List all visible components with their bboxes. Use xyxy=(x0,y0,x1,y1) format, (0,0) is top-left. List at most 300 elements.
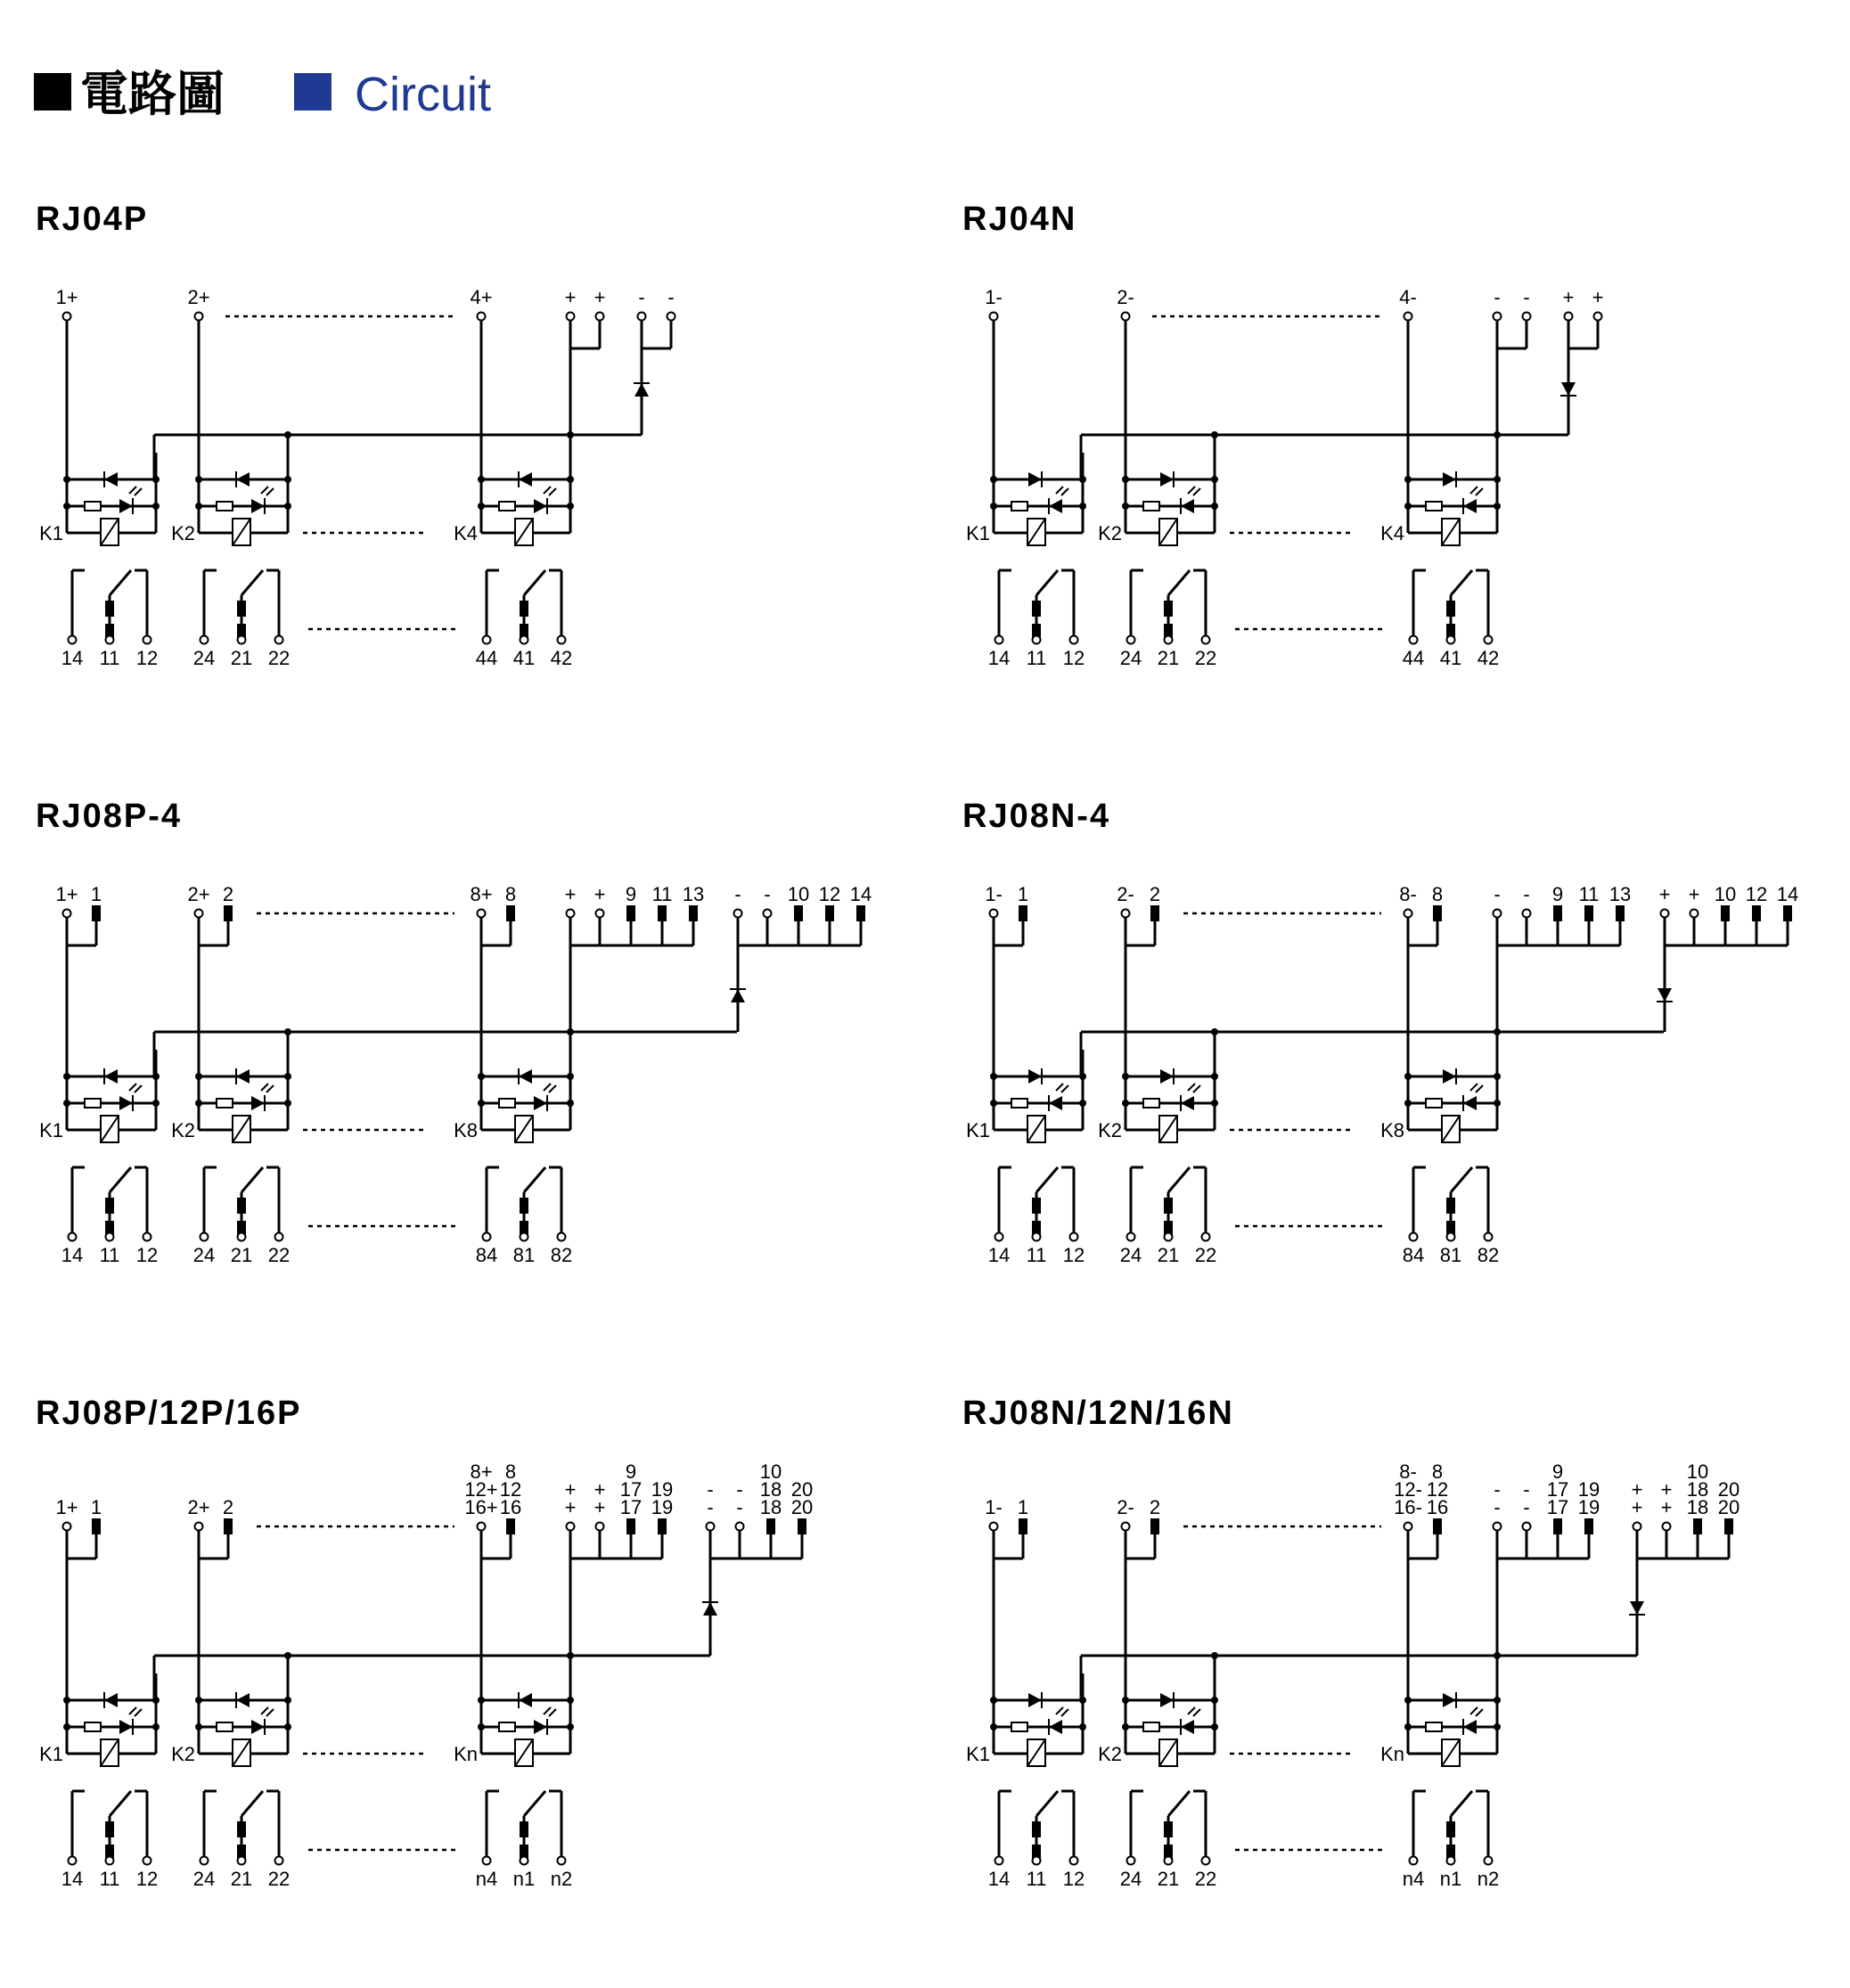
led-arrow-icon xyxy=(1188,1707,1195,1714)
junction-dot xyxy=(63,1100,70,1107)
resistor-icon xyxy=(217,502,233,511)
led-arrow-icon xyxy=(1056,487,1063,494)
terminal-circle xyxy=(1447,1857,1455,1865)
panel-rj08n12n16n xyxy=(962,1395,1739,1890)
led-icon xyxy=(1181,1096,1194,1110)
terminal-circle xyxy=(106,1857,114,1865)
terminal-circle xyxy=(478,1523,486,1531)
n-pair-label: 16 xyxy=(499,1496,522,1518)
input-label: 2- xyxy=(1117,883,1134,905)
relay-label: K1 xyxy=(966,1743,990,1765)
terminal-block xyxy=(1693,1518,1702,1534)
terminal-circle xyxy=(1690,910,1699,918)
terminal-circle xyxy=(195,1523,203,1531)
relay-label: K1 xyxy=(39,1743,63,1765)
terminal-block xyxy=(1433,905,1442,921)
junction-dot xyxy=(284,1100,291,1107)
resistor-icon xyxy=(1011,1099,1027,1108)
terminal-circle xyxy=(1404,910,1412,918)
terminal-block xyxy=(794,905,803,921)
junction-dot xyxy=(1494,476,1501,483)
terminal-circle xyxy=(1404,313,1412,321)
terminal-circle xyxy=(1485,1233,1493,1241)
led-arrow-icon xyxy=(1061,488,1068,495)
common-terminal-label: 9 xyxy=(1551,883,1564,905)
led-arrow-icon xyxy=(129,487,136,494)
common-terminal-label: 11 xyxy=(651,883,673,905)
contact-number: 22 xyxy=(267,1868,291,1890)
input-label: 1+ xyxy=(55,1496,78,1518)
common-terminal-label: + xyxy=(1658,883,1671,905)
junction-dot xyxy=(195,1697,202,1704)
led-arrow-icon xyxy=(544,1084,551,1091)
common-terminal-label: + xyxy=(564,883,577,905)
contact-number: 11 xyxy=(99,647,120,669)
terminal-circle xyxy=(1127,1233,1135,1241)
contact-number: 42 xyxy=(1477,647,1500,669)
junction-dot xyxy=(1122,503,1129,510)
input-label: 1- xyxy=(985,1496,1003,1518)
relay-label: K4 xyxy=(454,522,478,544)
contact-block xyxy=(1164,1198,1173,1214)
n-pair-label: 16 xyxy=(1426,1496,1449,1518)
led-arrow-icon xyxy=(544,1707,551,1714)
input-label: 2- xyxy=(1117,1496,1134,1518)
terminal-circle xyxy=(1165,1857,1173,1865)
relay-label: K1 xyxy=(966,1119,990,1141)
terminal-circle xyxy=(1523,1523,1531,1531)
led-arrow-icon xyxy=(1188,1084,1195,1091)
relay-label: K2 xyxy=(1098,1743,1122,1765)
junction-dot xyxy=(195,503,202,510)
contact-number: 41 xyxy=(1439,647,1462,669)
relay-label: K8 xyxy=(454,1119,478,1141)
terminal-circle xyxy=(478,910,486,918)
contact-number: 24 xyxy=(192,1868,216,1890)
common-terminal-label: - xyxy=(707,1496,714,1518)
common-terminal-label: + xyxy=(564,1496,577,1518)
junction-dot xyxy=(284,1697,291,1704)
common-top-label: 10 xyxy=(1686,1460,1709,1483)
header-en-title: Circuit xyxy=(355,68,492,121)
relay-label: K1 xyxy=(39,1119,63,1141)
contact-block xyxy=(237,1198,246,1214)
contact-number: 21 xyxy=(230,1244,253,1266)
input-label: 2+ xyxy=(187,286,210,308)
junction-dot xyxy=(1079,503,1086,510)
junction-dot xyxy=(152,1073,160,1080)
terminal-circle xyxy=(520,1857,528,1865)
terminal-block xyxy=(92,905,101,921)
led-icon xyxy=(1181,1720,1194,1734)
freewheel-diode-icon xyxy=(519,1693,532,1707)
terminal-block xyxy=(689,905,698,921)
n-pair-label: 8 xyxy=(504,1460,517,1483)
terminal-circle xyxy=(238,1857,246,1865)
panel-rj04n xyxy=(962,200,1603,669)
common-number-label: 17 xyxy=(1546,1496,1569,1518)
contact-number: n4 xyxy=(475,1868,498,1890)
junction-dot xyxy=(195,1723,202,1730)
input-pair-label: 2 xyxy=(1149,1496,1161,1518)
common-terminal-label: - xyxy=(1523,286,1530,308)
led-arrow-icon xyxy=(129,1084,136,1091)
common-terminal-label: - xyxy=(1494,883,1501,905)
terminal-circle xyxy=(707,1523,715,1531)
terminal-circle xyxy=(1033,1857,1041,1865)
terminal-circle xyxy=(483,1233,491,1241)
input-label: 1+ xyxy=(55,286,78,308)
terminal-block xyxy=(1752,905,1761,921)
terminal-circle xyxy=(567,910,575,918)
circuit-panels xyxy=(36,200,1798,1890)
junction-dot xyxy=(284,476,291,483)
terminal-circle xyxy=(990,313,998,321)
terminal-block xyxy=(1150,905,1159,921)
terminal-circle xyxy=(1122,313,1130,321)
relay-label: K2 xyxy=(171,1119,195,1141)
contact-number: 24 xyxy=(1119,647,1142,669)
junction-dot xyxy=(1122,1100,1129,1107)
terminal-block xyxy=(506,1518,515,1534)
junction-dot xyxy=(1404,1723,1412,1730)
terminal-circle xyxy=(1410,1233,1418,1241)
common-top-label: 9 xyxy=(1551,1460,1564,1483)
common-number-label: 18 xyxy=(759,1496,782,1518)
common-terminal-label: - xyxy=(1523,1496,1530,1518)
junction-dot xyxy=(1404,476,1412,483)
terminal-circle xyxy=(1202,1857,1210,1865)
terminal-circle xyxy=(638,313,646,321)
freewheel-diode-icon xyxy=(236,1069,250,1084)
terminal-circle xyxy=(764,910,772,918)
relay-label: K2 xyxy=(1098,1119,1122,1141)
led-arrow-icon xyxy=(1476,1709,1483,1716)
common-number-label: 19 xyxy=(1577,1478,1600,1501)
terminal-circle xyxy=(1663,1523,1671,1531)
led-arrow-icon xyxy=(1061,1085,1068,1092)
n-pair-label: 12 xyxy=(499,1478,522,1501)
junction-dot xyxy=(567,1723,574,1730)
common-terminal-label: 10 xyxy=(787,883,810,905)
junction-dot xyxy=(63,1723,70,1730)
led-arrow-icon xyxy=(1470,1084,1478,1091)
contact-block xyxy=(1032,1821,1041,1837)
contact-number: 24 xyxy=(192,647,216,669)
freewheel-diode-icon xyxy=(1160,1693,1174,1707)
relay-label: K1 xyxy=(966,522,990,544)
led-arrow-icon xyxy=(266,1709,274,1716)
switch-blade-icon xyxy=(241,1167,263,1192)
common-terminal-label: 9 xyxy=(625,883,637,905)
contact-number: 12 xyxy=(1062,1868,1085,1890)
contact-block xyxy=(237,1821,246,1837)
terminal-circle xyxy=(483,1857,491,1865)
common-terminal-label: - xyxy=(1494,1496,1501,1518)
junction-dot xyxy=(1494,1100,1501,1107)
terminal-block xyxy=(1553,1518,1562,1534)
freewheel-diode-icon xyxy=(519,1069,532,1084)
led-arrow-icon xyxy=(266,488,274,495)
freewheel-diode-icon xyxy=(1028,472,1042,487)
switch-blade-icon xyxy=(1036,570,1058,595)
common-number-label: 20 xyxy=(790,1478,814,1501)
contact-block xyxy=(237,601,246,617)
contact-number: 21 xyxy=(1157,647,1180,669)
common-terminal-label: - xyxy=(734,883,741,905)
common-terminal-label: + xyxy=(1631,1496,1643,1518)
terminal-circle xyxy=(567,313,575,321)
n-pair-label: 8 xyxy=(1431,1460,1444,1483)
terminal-circle xyxy=(69,1233,77,1241)
supply-diode-icon xyxy=(1630,1601,1644,1615)
junction-dot xyxy=(1122,1073,1129,1080)
freewheel-diode-icon xyxy=(236,472,250,487)
terminal-circle xyxy=(1122,910,1130,918)
input-pair-label: 8 xyxy=(504,883,517,905)
led-arrow-icon xyxy=(1470,487,1478,494)
contact-number: 24 xyxy=(192,1244,216,1266)
contact-number: n4 xyxy=(1402,1868,1425,1890)
panel-rj08n4 xyxy=(962,798,1798,1266)
switch-blade-icon xyxy=(524,1791,545,1816)
switch-blade-icon xyxy=(1168,1167,1190,1192)
input-label: 8+ xyxy=(470,883,493,905)
common-terminal-label: - xyxy=(736,1496,743,1518)
panel-title: RJ08P-4 xyxy=(36,798,182,835)
common-terminal-label: 13 xyxy=(682,883,705,905)
switch-blade-icon xyxy=(241,1791,263,1816)
common-terminal-label: + xyxy=(593,883,606,905)
common-number-label: 19 xyxy=(1577,1496,1600,1518)
common-terminal-label: 10 xyxy=(1714,883,1737,905)
led-icon xyxy=(251,499,265,513)
terminal-block xyxy=(658,905,667,921)
resistor-icon xyxy=(499,1722,515,1731)
contact-block xyxy=(1446,601,1455,617)
terminal-block xyxy=(1553,905,1562,921)
terminal-circle xyxy=(63,910,71,918)
terminal-circle xyxy=(1661,910,1669,918)
header-zh-title: 電路圖 xyxy=(80,66,225,122)
terminal-circle xyxy=(596,313,604,321)
terminal-circle xyxy=(1033,1233,1041,1241)
led-arrow-icon xyxy=(1193,1085,1200,1092)
terminal-block xyxy=(1721,905,1730,921)
terminal-block xyxy=(1783,905,1792,921)
input-pair-label: 1 xyxy=(1017,883,1029,905)
switch-blade-icon xyxy=(1451,570,1472,595)
contact-block xyxy=(520,1821,528,1837)
junction-dot xyxy=(195,1073,202,1080)
junction-dot xyxy=(63,1697,70,1704)
terminal-block xyxy=(224,905,233,921)
common-terminal-label: + xyxy=(593,1496,606,1518)
contact-block xyxy=(1164,1821,1173,1837)
led-icon xyxy=(251,1096,265,1110)
terminal-circle xyxy=(63,1523,71,1531)
terminal-circle xyxy=(567,1523,575,1531)
terminal-circle xyxy=(1122,1523,1130,1531)
contact-number: 44 xyxy=(1402,647,1425,669)
freewheel-diode-icon xyxy=(1443,1069,1456,1084)
input-label: 4+ xyxy=(470,286,493,308)
led-arrow-icon xyxy=(549,488,556,495)
terminal-circle xyxy=(990,910,998,918)
common-terminal-label: + xyxy=(1660,1496,1673,1518)
led-arrow-icon xyxy=(261,1084,268,1091)
junction-dot xyxy=(1079,1697,1086,1704)
terminal-circle xyxy=(1565,313,1573,321)
input-label: 2+ xyxy=(187,1496,210,1518)
resistor-icon xyxy=(85,1722,101,1731)
contact-number: 42 xyxy=(550,647,573,669)
contact-number: 21 xyxy=(230,647,253,669)
resistor-icon xyxy=(1143,1722,1159,1731)
terminal-block xyxy=(1724,1518,1733,1534)
led-icon xyxy=(1463,1720,1477,1734)
terminal-circle xyxy=(995,1857,1003,1865)
input-pair-label: 1 xyxy=(1017,1496,1029,1518)
terminal-block xyxy=(798,1518,806,1534)
common-number-label: 19 xyxy=(651,1496,674,1518)
terminal-circle xyxy=(69,636,77,644)
common-top-label: 9 xyxy=(625,1460,637,1483)
terminal-circle xyxy=(736,1523,744,1531)
led-arrow-icon xyxy=(1193,1709,1200,1716)
n-input-label: 16- xyxy=(1394,1496,1422,1518)
led-arrow-icon xyxy=(549,1709,556,1716)
terminal-block xyxy=(856,905,865,921)
terminal-block xyxy=(825,905,834,921)
junction-dot xyxy=(1079,476,1086,483)
junction-dot xyxy=(990,476,997,483)
common-terminal-label: 14 xyxy=(849,883,872,905)
common-terminal-label: + xyxy=(564,1478,577,1501)
contact-number: 14 xyxy=(61,1868,84,1890)
common-number-label: 17 xyxy=(1546,1478,1569,1501)
terminal-circle xyxy=(106,1233,114,1241)
terminal-circle xyxy=(596,910,604,918)
led-icon xyxy=(1463,1096,1477,1110)
junction-dot xyxy=(1494,1723,1501,1730)
terminal-block xyxy=(1584,1518,1593,1534)
terminal-circle xyxy=(143,1857,151,1865)
terminal-circle xyxy=(106,636,114,644)
contact-number: 11 xyxy=(1026,647,1047,669)
common-terminal-label: 11 xyxy=(1578,883,1600,905)
switch-blade-icon xyxy=(1036,1791,1058,1816)
led-icon xyxy=(251,1720,265,1734)
common-terminal-label: 12 xyxy=(1745,883,1768,905)
terminal-circle xyxy=(995,1233,1003,1241)
resistor-icon xyxy=(85,502,101,511)
contact-block xyxy=(105,601,114,617)
resistor-icon xyxy=(1011,1722,1027,1731)
switch-blade-icon xyxy=(1451,1167,1472,1192)
terminal-circle xyxy=(1165,636,1173,644)
terminal-circle xyxy=(201,636,209,644)
junction-dot xyxy=(63,503,70,510)
terminal-circle xyxy=(1202,1233,1210,1241)
freewheel-diode-icon xyxy=(104,1693,118,1707)
common-terminal-label: - xyxy=(1523,883,1530,905)
junction-dot xyxy=(1122,1723,1129,1730)
common-number-label: 17 xyxy=(619,1496,643,1518)
relay-label: K2 xyxy=(171,1743,195,1765)
led-arrow-icon xyxy=(1056,1084,1063,1091)
n-pair-label: 12 xyxy=(1426,1478,1449,1501)
terminal-circle xyxy=(520,1233,528,1241)
contact-number: 84 xyxy=(475,1244,498,1266)
junction-dot xyxy=(1211,1073,1218,1080)
contact-block xyxy=(1032,601,1041,617)
contact-number: 22 xyxy=(1194,647,1217,669)
terminal-circle xyxy=(1523,313,1531,321)
junction-dot xyxy=(478,1697,485,1704)
led-icon xyxy=(534,1720,547,1734)
contact-number: 22 xyxy=(1194,1244,1217,1266)
terminal-block xyxy=(658,1518,667,1534)
junction-dot xyxy=(478,1723,485,1730)
input-label: 2- xyxy=(1117,286,1134,308)
freewheel-diode-icon xyxy=(104,472,118,487)
input-pair-label: 8 xyxy=(1431,883,1444,905)
input-pair-label: 1 xyxy=(90,1496,102,1518)
common-number-label: 18 xyxy=(759,1478,782,1501)
contact-number: 21 xyxy=(1157,1244,1180,1266)
common-terminal-label: - xyxy=(638,286,645,308)
contact-number: 22 xyxy=(267,647,291,669)
led-arrow-icon xyxy=(266,1085,274,1092)
common-terminal-label: - xyxy=(1523,1478,1530,1501)
terminal-circle xyxy=(1127,636,1135,644)
junction-dot xyxy=(990,1073,997,1080)
terminal-block xyxy=(1019,1518,1027,1534)
switch-blade-icon xyxy=(110,570,131,595)
switch-blade-icon xyxy=(110,1167,131,1192)
junction-dot xyxy=(152,476,160,483)
terminal-circle xyxy=(238,636,246,644)
relay-label: K1 xyxy=(39,522,63,544)
resistor-icon xyxy=(1426,502,1442,511)
contact-number: 12 xyxy=(1062,647,1085,669)
switch-blade-icon xyxy=(524,1167,545,1192)
resistor-icon xyxy=(1143,502,1159,511)
terminal-block xyxy=(1616,905,1625,921)
resistor-icon xyxy=(499,1099,515,1108)
terminal-circle xyxy=(201,1233,209,1241)
n-input-label: 8+ xyxy=(470,1460,493,1483)
junction-dot xyxy=(1494,1073,1501,1080)
contact-block xyxy=(1446,1198,1455,1214)
led-icon xyxy=(1049,1720,1062,1734)
common-terminal-label: + xyxy=(1592,286,1604,308)
input-label: 1- xyxy=(985,883,1003,905)
terminal-circle xyxy=(143,636,151,644)
led-arrow-icon xyxy=(135,488,142,495)
terminal-circle xyxy=(275,636,283,644)
terminal-circle xyxy=(520,636,528,644)
contact-number: 24 xyxy=(1119,1244,1142,1266)
junction-dot xyxy=(478,503,485,510)
common-terminal-label: + xyxy=(1562,286,1575,308)
contact-number: n2 xyxy=(1477,1868,1500,1890)
junction-dot xyxy=(1404,1100,1412,1107)
junction-dot xyxy=(567,1100,574,1107)
contact-block xyxy=(520,1198,528,1214)
contact-number: 14 xyxy=(987,1244,1011,1266)
